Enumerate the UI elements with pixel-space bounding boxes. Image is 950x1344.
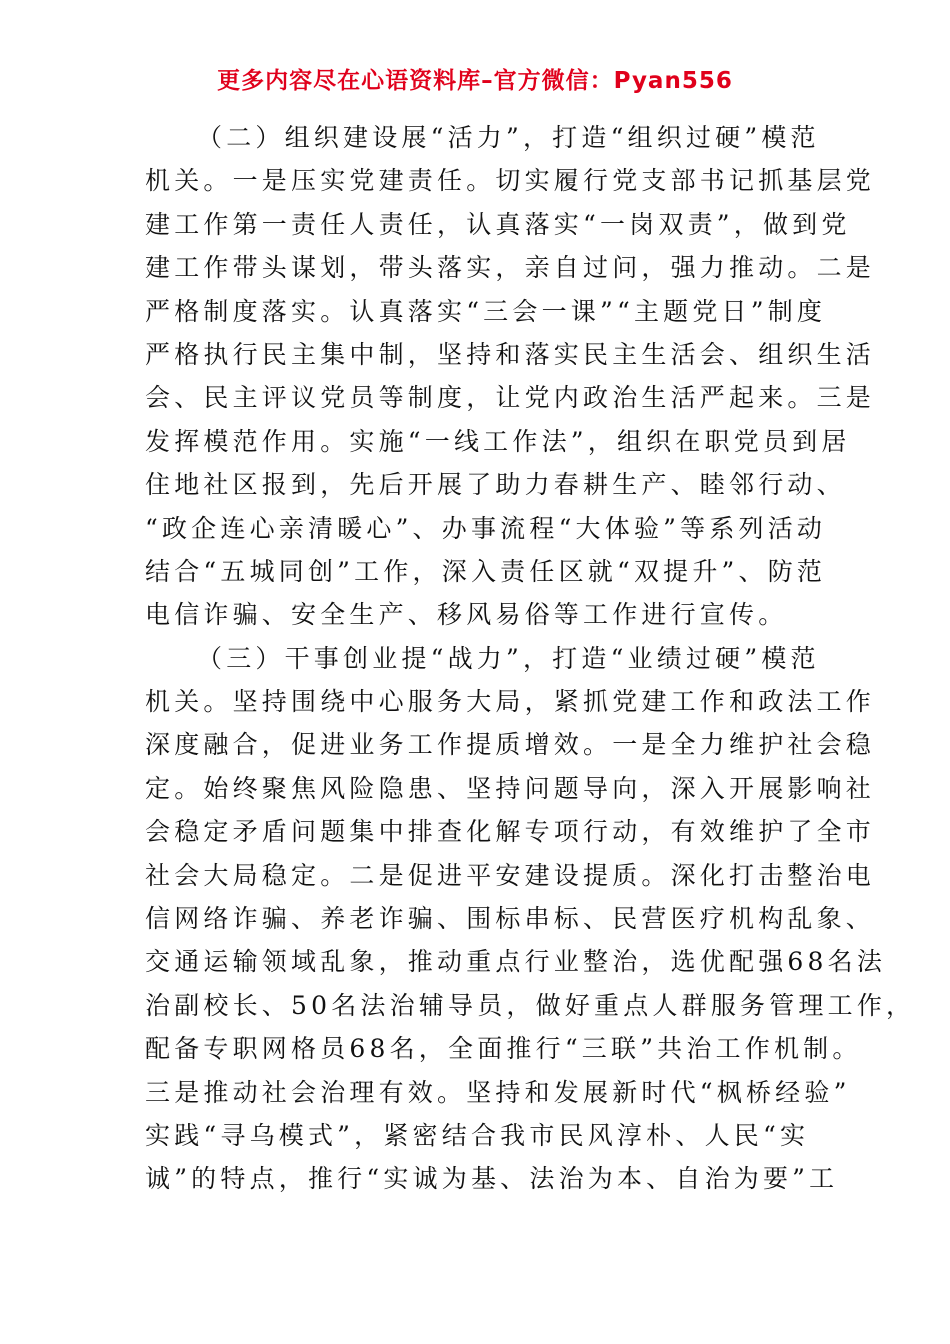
paragraph-line: 定。始终聚焦风险隐患、坚持问题导向，深入开展影响社 [145, 773, 876, 803]
paragraph-line: 严格制度落实。认真落实“三会一课”“主题党日”制度 [145, 296, 827, 326]
paragraph-line: 结合“五城同创”工作，深入责任区就“双提升”、防范 [145, 556, 827, 586]
paragraph-line: 会稳定矛盾问题集中排查化解专项行动，有效维护了全市 [145, 817, 876, 847]
paragraph-line: “政企连心亲清暖心”、办事流程“大体验”等系列活动 [145, 513, 827, 543]
paragraph-line: 建工作带头谋划，带头落实，亲自过问，强力推动。二是 [145, 253, 876, 283]
paragraph-line: 配备专职网格员68名，全面推行“三联”共治工作机制。 [145, 1034, 862, 1064]
paragraph-line: 建工作第一责任人责任，认真落实“一岗双责”，做到党 [145, 209, 851, 239]
paragraph-line: 诚”的特点，推行“实诚为基、法治为本、自治为要”工 [145, 1164, 839, 1194]
paragraph-line: 住地社区报到，先后开展了助力春耕生产、睦邻行动、 [145, 470, 846, 500]
paragraph-line: 电信诈骗、安全生产、移风易俗等工作进行宣传。 [145, 600, 788, 630]
paragraph-line: 信网络诈骗、养老诈骗、围标串标、民营医疗机构乱象、 [145, 904, 876, 934]
paragraph-line: 社会大局稳定。二是促进平安建设提质。深化打击整治电 [145, 860, 876, 890]
paragraph-line: 深度融合，促进业务工作提质增效。一是全力维护社会稳 [145, 730, 876, 760]
paragraph-line: 机关。一是压实党建责任。切实履行党支部书记抓基层党 [145, 166, 876, 196]
promo-banner: 更多内容尽在心语资料库–官方微信：Pyan556 [217, 68, 733, 94]
paragraph-line: 三是推动社会治理有效。坚持和发展新时代“枫桥经验” [145, 1077, 851, 1107]
paragraph-line: 机关。坚持围绕中心服务大局，紧抓党建工作和政法工作 [145, 687, 876, 717]
paragraph-line: 严格执行民主集中制，坚持和落实民主生活会、组织生活 [145, 339, 876, 369]
body-text [145, 116, 916, 1201]
paragraph-line: （三）干事创业提“战力”，打造“业绩过硬”模范 [197, 643, 820, 673]
paragraph-line: （二）组织建设展“活力”，打造“组织过硬”模范 [197, 123, 820, 152]
paragraph-line: 实践“寻乌模式”，紧密结合我市民风淳朴、人民“实 [145, 1120, 810, 1150]
paragraph-line: 会、民主评议党员等制度，让党内政治生活严起来。三是 [145, 383, 876, 413]
paragraph-line: 交通运输领域乱象，推动重点行业整治，选优配强68名法 [145, 947, 887, 977]
paragraph-line: 发挥模范作用。实施“一线工作法”，组织在职党员到居 [145, 426, 851, 456]
paragraph-line: 治副校长、50名法治辅导员，做好重点人群服务管理工作， [145, 990, 916, 1020]
